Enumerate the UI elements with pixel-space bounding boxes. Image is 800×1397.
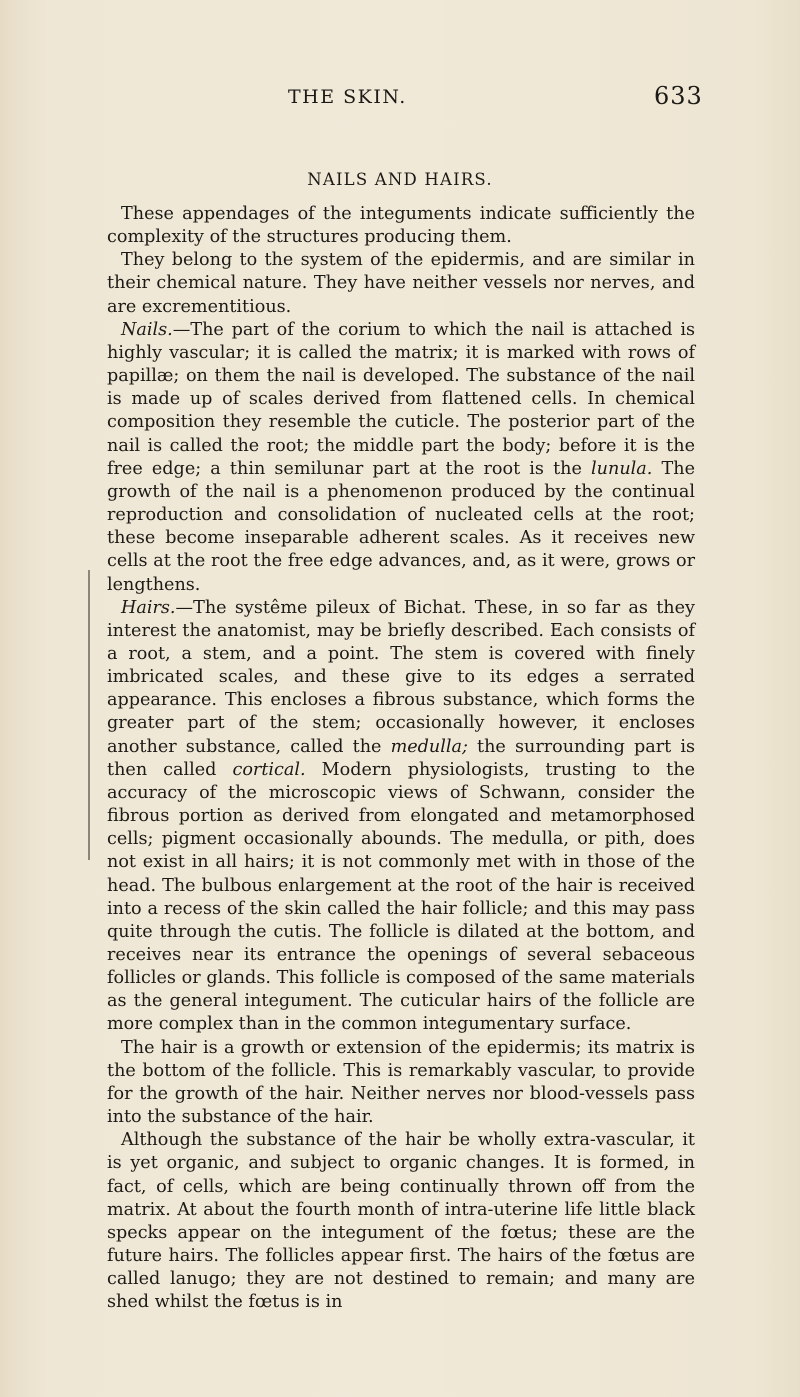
paragraph-nails (107, 319, 695, 597)
section-title: NAILS AND HAIRS. (307, 170, 493, 189)
running-head (0, 50, 800, 110)
nails-heading: Nails. (121, 319, 173, 340)
paragraph-hair-organic: Although the substance of the hair be wholly extra-vascular, it is yet organic, and subject to organic changes. It is formed, in fact, of cells, which are being continually thrown off from the matrix. At about the fourth month of intra-uterine life little black specks appear on the integument of the fœtus; these are the future hairs. The follicles appear first. The hairs of the fœtus are called lanugo; they are not destined to remain; and many are shed whilst the fœtus is in (107, 1130, 695, 1313)
term-cortical: cortical. (232, 759, 306, 780)
nails-text-2: The growth of the nail is a phenomenon produced by the continual reproduction and consolidation of nucleated cells at the root; these become inseparable adherent scales. As it receives new cells at the root the free edge advances, and, as it were, grows or lengthens. (107, 458, 695, 595)
paragraph-hair-growth: The hair is a growth or extension of the epidermis; its matrix is the bottom of the follicle. This is remarkably vascular, to provide for the growth of the hair. Neither nerves nor blood-vessels pass into the substance of the hair. (107, 1037, 695, 1128)
nails-text-1: —The part of the corium to which the nail is attached is highly vascular; it is called the matrix; it is marked with rows of papillæ; on them the nail is developed. The substance of the nail is made up of scales derived from flattened cells. In chemical composition they resemble the cuticle. The posterior part of the nail is called the root; the middle part the body; before it is the free edge; a thin semilunar part at the root is the (107, 319, 695, 479)
term-medulla: medulla; (390, 736, 468, 757)
hairs-heading: Hairs. (121, 597, 176, 618)
hairs-text-2: the surrounding part is then called (107, 736, 695, 780)
paragraph-epidermis: They belong to the system of the epidermis, and are similar in their chemical nature. They have neither vessels nor nerves, and are excrementitious. (107, 250, 695, 317)
margin-shadow-mark (88, 570, 90, 860)
paragraph-hairs (107, 597, 695, 1037)
hairs-text-1: —The systême pileux of Bichat. These, in so far as they interest the anatomist, may be briefly described. Each consists of a root, a stem, and a point. The stem is covered with finely imbricated scales, and these give to its edges a serrated appearance. This encloses a fibrous substance, which forms the greater part of the stem; occasionally however, it encloses another substance, called the (107, 597, 695, 757)
hairs-text-3: Modern physiologists, trusting to the accuracy of the microscopic views of Schwann, consider the fibrous portion as derived from elongated and metamorphosed cells; pigment occasionally abounds. The medulla, or pith, does not exist in all hairs; it is not commonly met with in those of the head. The bulbous enlargement at the root of the hair is received into a recess of the skin called the hair follicle; and this may pass quite through the cutis. The follicle is dilated at the bottom, and receives near its entrance the openings of several sebaceous follicles or glands. This follicle is composed of the same materials as the general integument. The cuticular hairs of the follicle are more complex than in the common integumentary surface. (107, 759, 695, 1035)
paragraph-intro: These appendages of the integuments indicate sufficiently the complexity of the structures producing them. (107, 204, 695, 248)
term-lunula: lunula. (591, 458, 653, 479)
page-number: 633 (654, 82, 703, 110)
running-title: THE SKIN. (288, 86, 407, 108)
text-body (107, 203, 695, 1315)
